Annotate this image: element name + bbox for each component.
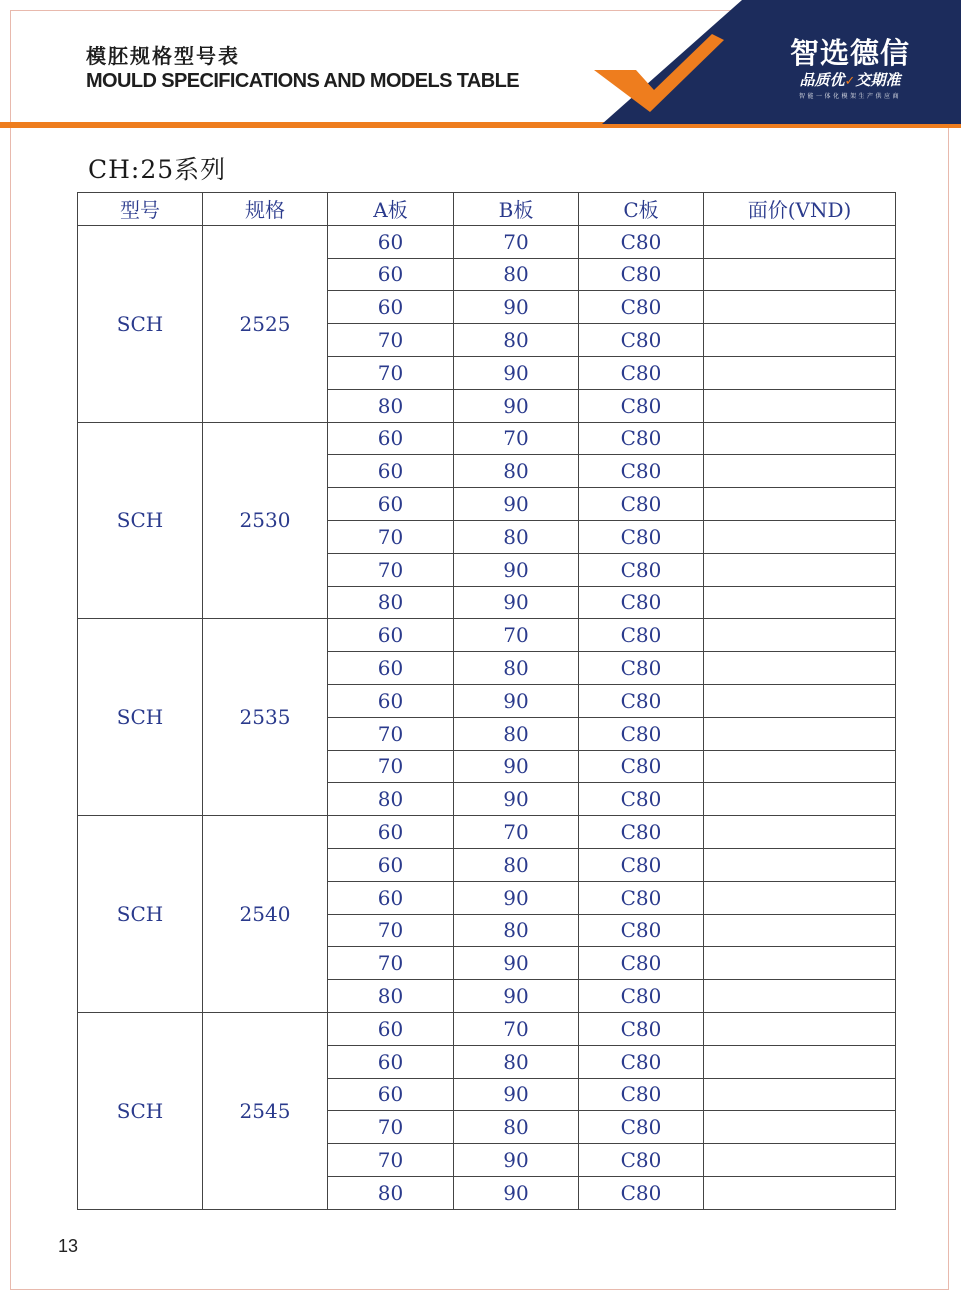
c-plate-cell: C80 <box>579 619 704 652</box>
price-cell <box>704 586 896 619</box>
a-plate-cell: 60 <box>328 225 454 258</box>
model-cell: SCH <box>78 619 203 816</box>
a-plate-cell: 80 <box>328 783 454 816</box>
c-plate-cell: C80 <box>579 1176 704 1209</box>
a-plate-cell: 60 <box>328 848 454 881</box>
c-plate-cell: C80 <box>579 881 704 914</box>
a-plate-cell: 80 <box>328 1176 454 1209</box>
b-plate-cell: 90 <box>454 1144 579 1177</box>
table-header-row <box>78 193 896 226</box>
c-plate-cell: C80 <box>579 389 704 422</box>
c-plate-cell: C80 <box>579 356 704 389</box>
price-cell <box>704 980 896 1013</box>
page-header <box>0 0 961 132</box>
price-cell <box>704 1012 896 1045</box>
b-plate-cell: 80 <box>454 1045 579 1078</box>
column-header-a-plate: A板 <box>328 193 454 226</box>
b-plate-cell: 70 <box>454 619 579 652</box>
price-cell <box>704 389 896 422</box>
a-plate-cell: 60 <box>328 1012 454 1045</box>
price-cell <box>704 881 896 914</box>
b-plate-cell: 90 <box>454 783 579 816</box>
a-plate-cell: 60 <box>328 488 454 521</box>
b-plate-cell: 90 <box>454 586 579 619</box>
a-plate-cell: 70 <box>328 324 454 357</box>
a-plate-cell: 70 <box>328 520 454 553</box>
a-plate-cell: 70 <box>328 356 454 389</box>
section-title: CH:25系列 <box>88 155 227 184</box>
price-cell <box>704 1111 896 1144</box>
a-plate-cell: 60 <box>328 684 454 717</box>
a-plate-cell: 70 <box>328 750 454 783</box>
c-plate-cell: C80 <box>579 750 704 783</box>
column-header-c-plate: C板 <box>579 193 704 226</box>
a-plate-cell: 70 <box>328 1144 454 1177</box>
price-cell <box>704 455 896 488</box>
brand-slogan <box>760 70 940 92</box>
a-plate-cell: 70 <box>328 914 454 947</box>
b-plate-cell: 90 <box>454 553 579 586</box>
model-cell: SCH <box>78 422 203 619</box>
price-cell <box>704 816 896 849</box>
b-plate-cell: 90 <box>454 291 579 324</box>
column-header-spec: 规格 <box>203 193 328 226</box>
price-cell <box>704 914 896 947</box>
b-plate-cell: 90 <box>454 881 579 914</box>
a-plate-cell: 70 <box>328 553 454 586</box>
column-header-price: 面价(VND) <box>704 193 896 226</box>
a-plate-cell: 60 <box>328 422 454 455</box>
brand-logo <box>760 36 940 102</box>
check-small-icon: ✓ <box>844 74 856 89</box>
c-plate-cell: C80 <box>579 783 704 816</box>
a-plate-cell: 60 <box>328 881 454 914</box>
price-cell <box>704 520 896 553</box>
b-plate-cell: 90 <box>454 1176 579 1209</box>
c-plate-cell: C80 <box>579 455 704 488</box>
model-cell: SCH <box>78 816 203 1013</box>
model-cell: SCH <box>78 225 203 422</box>
table-row <box>78 225 896 258</box>
price-cell <box>704 356 896 389</box>
table-row <box>78 422 896 455</box>
c-plate-cell: C80 <box>579 652 704 685</box>
a-plate-cell: 60 <box>328 455 454 488</box>
a-plate-cell: 60 <box>328 816 454 849</box>
b-plate-cell: 90 <box>454 947 579 980</box>
price-cell <box>704 750 896 783</box>
price-cell <box>704 488 896 521</box>
a-plate-cell: 60 <box>328 291 454 324</box>
table-row <box>78 1012 896 1045</box>
c-plate-cell: C80 <box>579 1045 704 1078</box>
table-row <box>78 816 896 849</box>
b-plate-cell: 90 <box>454 750 579 783</box>
c-plate-cell: C80 <box>579 520 704 553</box>
b-plate-cell: 90 <box>454 1078 579 1111</box>
price-cell <box>704 717 896 750</box>
c-plate-cell: C80 <box>579 684 704 717</box>
model-cell: SCH <box>78 1012 203 1209</box>
b-plate-cell: 70 <box>454 1012 579 1045</box>
b-plate-cell: 80 <box>454 914 579 947</box>
column-header-model: 型号 <box>78 193 203 226</box>
price-cell <box>704 1045 896 1078</box>
price-cell <box>704 848 896 881</box>
a-plate-cell: 60 <box>328 1045 454 1078</box>
b-plate-cell: 80 <box>454 848 579 881</box>
table-body <box>78 225 896 1209</box>
a-plate-cell: 60 <box>328 258 454 291</box>
c-plate-cell: C80 <box>579 422 704 455</box>
b-plate-cell: 80 <box>454 717 579 750</box>
spec-cell: 2525 <box>203 225 328 422</box>
b-plate-cell: 70 <box>454 422 579 455</box>
c-plate-cell: C80 <box>579 1012 704 1045</box>
spec-cell: 2540 <box>203 816 328 1013</box>
c-plate-cell: C80 <box>579 291 704 324</box>
price-cell <box>704 783 896 816</box>
spec-cell: 2545 <box>203 1012 328 1209</box>
c-plate-cell: C80 <box>579 1111 704 1144</box>
a-plate-cell: 60 <box>328 652 454 685</box>
spec-cell: 2530 <box>203 422 328 619</box>
b-plate-cell: 80 <box>454 520 579 553</box>
brand-name: 智选德信 <box>789 36 910 70</box>
a-plate-cell: 80 <box>328 980 454 1013</box>
c-plate-cell: C80 <box>579 980 704 1013</box>
c-plate-cell: C80 <box>579 1144 704 1177</box>
b-plate-cell: 80 <box>454 258 579 291</box>
c-plate-cell: C80 <box>579 914 704 947</box>
spec-table <box>77 192 896 1210</box>
a-plate-cell: 70 <box>328 717 454 750</box>
price-cell <box>704 947 896 980</box>
b-plate-cell: 80 <box>454 324 579 357</box>
title-english: MOULD SPECIFICATIONS AND MODELS TABLE <box>86 70 519 92</box>
price-cell <box>704 291 896 324</box>
slogan-right: 交期准 <box>855 71 901 89</box>
b-plate-cell: 90 <box>454 389 579 422</box>
price-cell <box>704 619 896 652</box>
c-plate-cell: C80 <box>579 1078 704 1111</box>
price-cell <box>704 1078 896 1111</box>
c-plate-cell: C80 <box>579 947 704 980</box>
a-plate-cell: 60 <box>328 619 454 652</box>
a-plate-cell: 70 <box>328 947 454 980</box>
b-plate-cell: 80 <box>454 455 579 488</box>
price-cell <box>704 652 896 685</box>
b-plate-cell: 90 <box>454 980 579 1013</box>
a-plate-cell: 60 <box>328 1078 454 1111</box>
c-plate-cell: C80 <box>579 488 704 521</box>
spec-cell: 2535 <box>203 619 328 816</box>
price-cell <box>704 225 896 258</box>
c-plate-cell: C80 <box>579 717 704 750</box>
b-plate-cell: 80 <box>454 652 579 685</box>
c-plate-cell: C80 <box>579 586 704 619</box>
c-plate-cell: C80 <box>579 225 704 258</box>
b-plate-cell: 90 <box>454 356 579 389</box>
c-plate-cell: C80 <box>579 848 704 881</box>
b-plate-cell: 70 <box>454 225 579 258</box>
table-row <box>78 619 896 652</box>
b-plate-cell: 90 <box>454 488 579 521</box>
a-plate-cell: 70 <box>328 1111 454 1144</box>
b-plate-cell: 70 <box>454 816 579 849</box>
a-plate-cell: 80 <box>328 389 454 422</box>
c-plate-cell: C80 <box>579 816 704 849</box>
c-plate-cell: C80 <box>579 324 704 357</box>
slogan-left: 品质优 <box>799 71 845 89</box>
price-cell <box>704 1144 896 1177</box>
c-plate-cell: C80 <box>579 258 704 291</box>
price-cell <box>704 1176 896 1209</box>
price-cell <box>704 258 896 291</box>
b-plate-cell: 90 <box>454 684 579 717</box>
title-chinese: 模胚规格型号表 <box>86 44 240 68</box>
b-plate-cell: 80 <box>454 1111 579 1144</box>
price-cell <box>704 684 896 717</box>
c-plate-cell: C80 <box>579 553 704 586</box>
column-header-b-plate: B板 <box>454 193 579 226</box>
price-cell <box>704 422 896 455</box>
price-cell <box>704 553 896 586</box>
brand-subtitle: 智能一体化模架生产供应商 <box>798 93 901 100</box>
price-cell <box>704 324 896 357</box>
page-number: 13 <box>58 1236 79 1256</box>
a-plate-cell: 80 <box>328 586 454 619</box>
